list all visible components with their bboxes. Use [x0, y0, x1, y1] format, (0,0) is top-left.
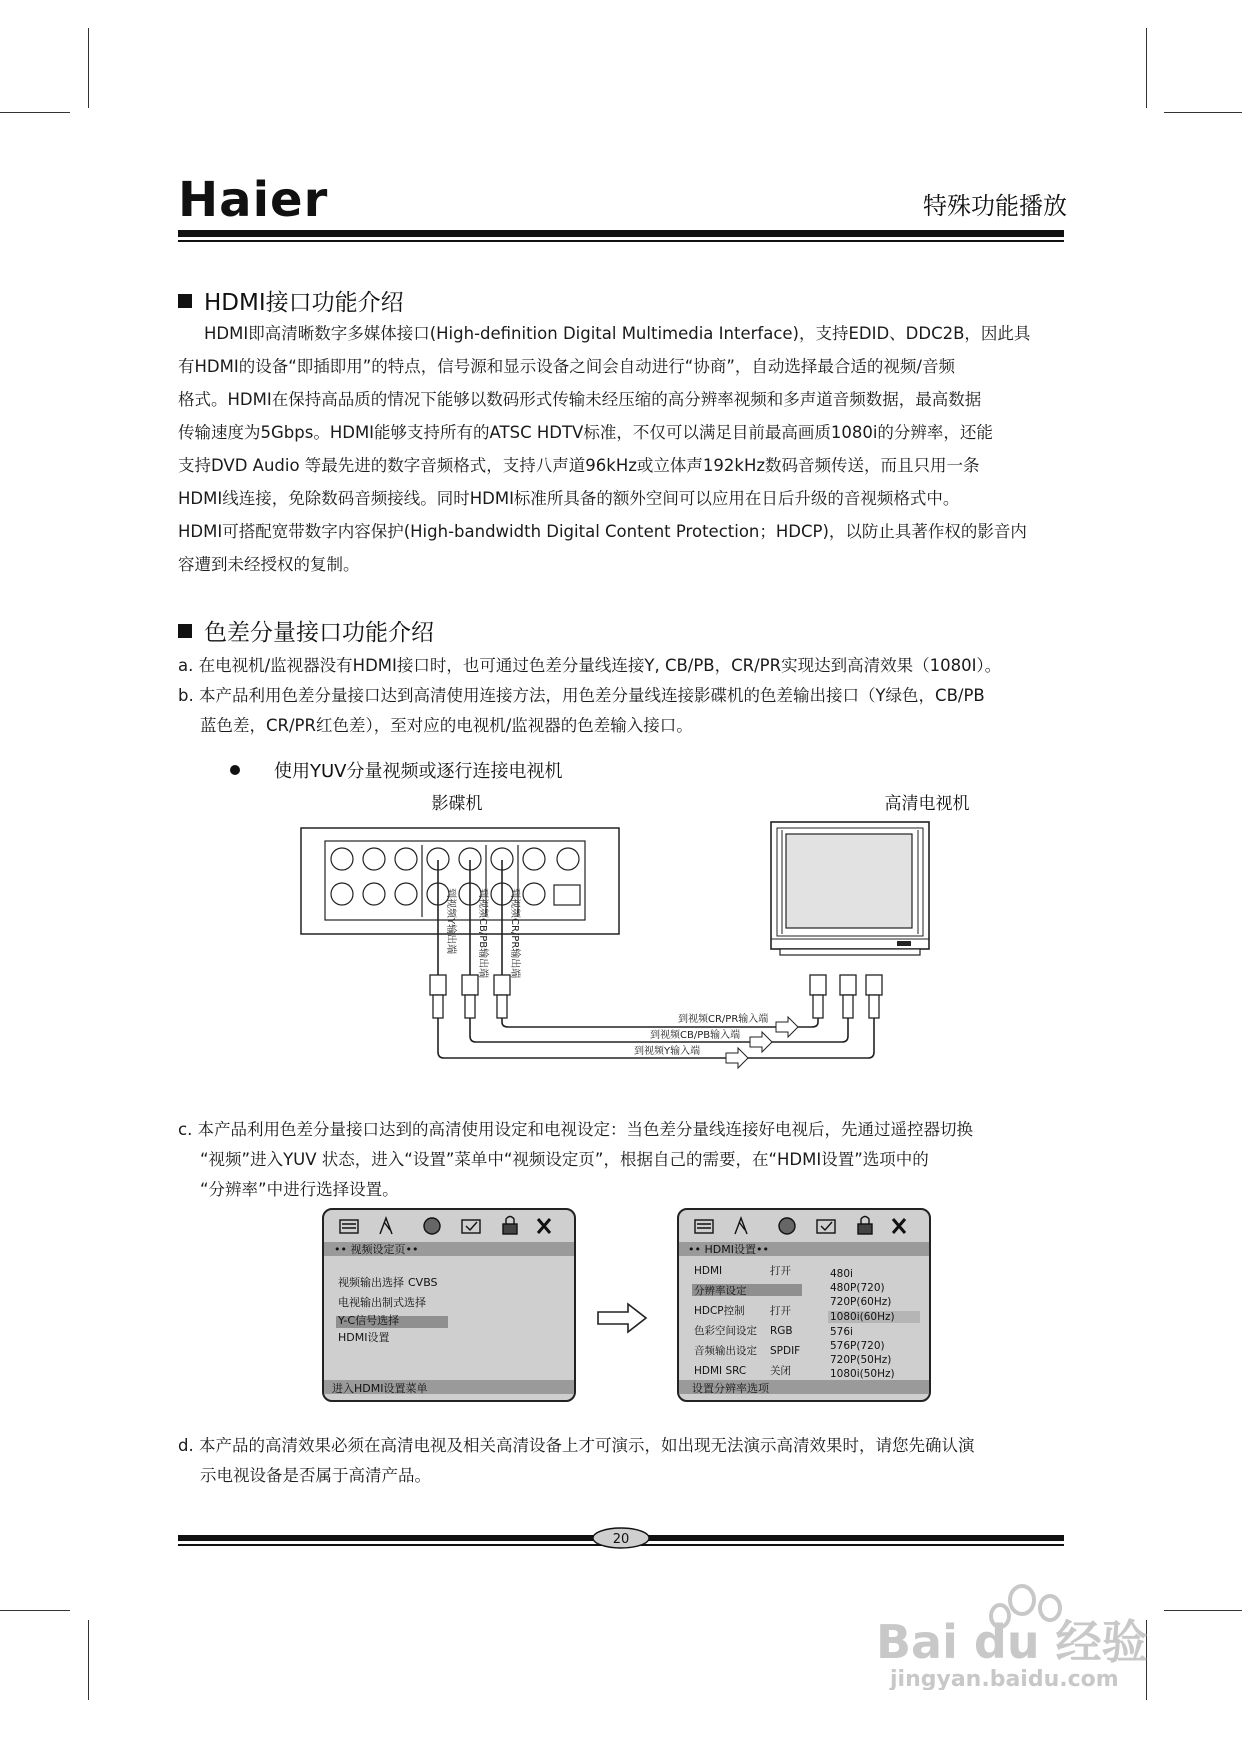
square-bullet-icon — [178, 624, 192, 638]
menu-row-label[interactable]: HDMI — [694, 1265, 723, 1277]
cable-label-cb-in: 到视频CB/PB输入端 — [650, 1030, 741, 1041]
baidu-watermark — [872, 1580, 1172, 1690]
menu-row-label-selected[interactable]: 分辨率设定 — [694, 1285, 747, 1297]
resolution-option[interactable]: 1080i(50Hz) — [830, 1368, 895, 1380]
paragraph-line: 有HDMI的设备“即插即用”的特点，信号源和显示设备之间会自动进行“协商”，自动选择最合适的视频/音频 — [178, 357, 955, 376]
player-label: 影碟机 — [431, 794, 483, 814]
resolution-option[interactable]: 480i — [830, 1268, 853, 1280]
menu-row-label[interactable]: HDCP控制 — [694, 1305, 745, 1317]
menu-row-value: CVBS — [408, 1276, 438, 1289]
menu-title: •• 视频设定页•• — [334, 1243, 419, 1256]
resolution-option[interactable]: 720P(60Hz) — [830, 1296, 892, 1308]
watermark-paw-icon — [872, 1580, 1172, 1690]
page-title: 特殊功能播放 — [923, 192, 1067, 220]
footer-rule — [178, 1526, 1064, 1554]
watermark-url: jingyan.baidu.com — [890, 1667, 1119, 1690]
resolution-option[interactable]: 576P(720) — [830, 1340, 885, 1352]
square-bullet-icon — [178, 294, 192, 308]
item-c-line1: c. 本产品利用色差分量接口达到的高清使用设定和电视设定：当色差分量线连接好电视后，先通过遥控器切换 — [178, 1120, 974, 1139]
menu-title: •• HDMI设置•• — [688, 1243, 769, 1256]
paragraph-line: HDMI即高清晰数字多媒体接口(High-definition Digital Multimedia Interface)，支持EDID、DDC2B，因此具 — [204, 324, 1031, 343]
menu-row-value: 关闭 — [770, 1365, 791, 1377]
menu-row-label-selected[interactable]: HDMI设置 — [338, 1331, 390, 1344]
cable-label-cr-out: 到视频CR/PR输出端 — [509, 888, 520, 979]
paragraph-line: 传输速度为5Gbps。HDMI能够支持所有的ATSC HDTV标准，不仅可以满足目前最高画质1080i的分辨率，还能 — [178, 423, 993, 442]
header-rule-thin — [178, 240, 1064, 242]
menu-row-value: RGB — [770, 1325, 793, 1337]
item-b-line2: 蓝色差，CR/PR红色差），至对应的电视机/监视器的色差输入接口。 — [200, 716, 693, 735]
paragraph-line: 支持DVD Audio 等最先进的数字音频格式，支持八声道96kHz或立体声192kHz数码音频传送，而且只用一条 — [178, 456, 980, 475]
osd-menus — [322, 1208, 932, 1404]
section-heading-component: 色差分量接口功能介绍 — [178, 614, 434, 647]
menu-row-label[interactable]: Y-C信号选择 — [338, 1314, 400, 1327]
section-heading-hdmi: HDMI接口功能介绍 — [178, 284, 404, 317]
menu-row-label[interactable]: HDMI SRC — [694, 1365, 747, 1377]
next-arrow-icon — [598, 1304, 646, 1332]
crop-mark — [88, 28, 89, 108]
yuv-bullet: 使用YUV分量视频或逐行连接电视机 — [230, 757, 562, 783]
menu-row-value: 打开 — [770, 1265, 791, 1277]
cable-label-cb-out: 到视频CB/PB输出端 — [477, 888, 488, 979]
menu-footer: 进入HDMI设置菜单 — [332, 1382, 428, 1395]
rca-plugs — [430, 975, 882, 1018]
paragraph-line: 格式。HDMI在保持高品质的情况下能够以数码形式传输未经压缩的高分辨率视频和多声道音频数据，最高数据 — [178, 390, 982, 409]
page-number: 20 — [612, 1532, 630, 1547]
menu-row-label[interactable]: 色彩空间设定 — [694, 1325, 757, 1337]
bullet-icon — [230, 765, 240, 775]
item-d-line1: d. 本产品的高清效果必须在高清电视及相关高清设备上才可演示，如出现无法演示高清效果时，请您先确认演 — [178, 1436, 975, 1455]
haier-logo: Haier — [178, 172, 329, 228]
crop-mark — [1164, 1610, 1242, 1611]
cable-label-y-in: 到视频Y输入端 — [634, 1046, 701, 1057]
crop-mark — [1164, 112, 1242, 113]
crop-mark — [88, 1620, 89, 1700]
menu-row-label[interactable]: 视频输出选择 — [338, 1276, 404, 1289]
menu-row-label[interactable]: 音频输出设定 — [694, 1345, 757, 1357]
menu-footer: 设置分辨率选项 — [692, 1382, 769, 1395]
crop-mark — [0, 1610, 70, 1611]
cable-label-y-out: 到视频Y输出端 — [445, 888, 456, 955]
paragraph-line: HDMI可搭配宽带数字内容保护(High-bandwidth Digital Content Protection；HDCP)，以防止具著作权的影音内 — [178, 522, 1027, 541]
resolution-option-selected[interactable]: 1080i(60Hz) — [830, 1311, 895, 1323]
header-rule — [178, 230, 1064, 237]
item-d-line2: 示电视设备是否属于高清产品。 — [200, 1466, 431, 1485]
crop-mark — [1146, 28, 1147, 108]
video-setup-menu — [323, 1209, 575, 1401]
dvd-player-panel — [301, 828, 619, 934]
resolution-option[interactable]: 720P(50Hz) — [830, 1354, 892, 1366]
menu-row-value: SPDIF — [770, 1345, 801, 1357]
item-b-line1: b. 本产品利用色差分量接口达到高清使用连接方法，用色差分量线连接影碟机的色差输出接口（Y绿色，CB/PB — [178, 686, 985, 705]
menu-row-label[interactable]: 电视输出制式选择 — [338, 1296, 426, 1309]
cable-label-cr-in: 到视频CR/PR输入端 — [678, 1014, 769, 1025]
item-a: a. 在电视机/监视器没有HDMI接口时，也可通过色差分量线连接Y, CB/PB，CR/PR实现达到高清效果（1080I）。 — [178, 656, 1002, 675]
resolution-option[interactable]: 480P(720) — [830, 1282, 885, 1294]
crop-mark — [0, 112, 70, 113]
hdmi-description — [178, 317, 1070, 581]
hdmi-setup-menu — [678, 1209, 930, 1401]
paragraph-line: 容遭到未经授权的复制。 — [178, 555, 360, 574]
watermark-main: Bai du 经验 — [876, 1615, 1148, 1669]
item-c-line3: “分辨率”中进行选择设置。 — [200, 1180, 399, 1199]
menu-row-value: 打开 — [770, 1305, 791, 1317]
hd-tv — [771, 822, 929, 955]
paragraph-line: HDMI线连接，免除数码音频接线。同时HDMI标准所具备的额外空间可以应用在日后升级的音视频格式中。 — [178, 489, 960, 508]
resolution-option[interactable]: 576i — [830, 1326, 853, 1338]
connection-diagram — [290, 790, 1030, 1090]
item-c-line2: “视频”进入YUV 状态，进入“设置”菜单中“视频设定页”，根据自己的需要，在“HDMI设置”选项中的 — [200, 1150, 929, 1169]
tv-label: 高清电视机 — [884, 794, 970, 814]
